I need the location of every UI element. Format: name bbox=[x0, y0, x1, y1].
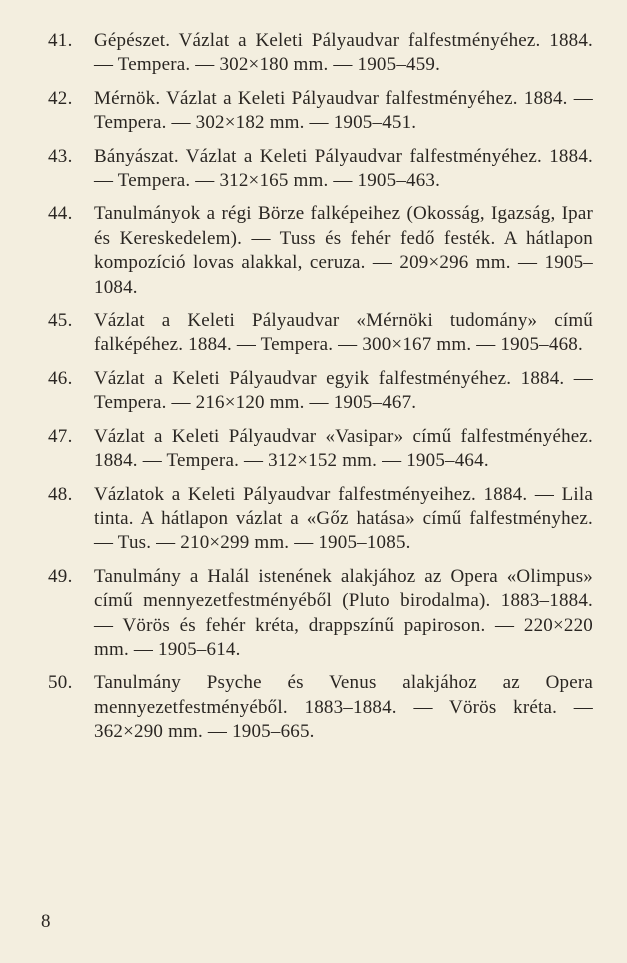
entry-number: 44. bbox=[48, 203, 73, 225]
entry-text: Tanulmány a Halál istenének alakjához az Opera «Olimpus» című mennyezetfestményéből (Pluto birodalma). 1883–1884. — Vörös és fehér kréta, drappszínű papiroson. — 220×220 mm. — 1905–614. bbox=[94, 565, 593, 660]
entry-number: 46. bbox=[48, 367, 73, 389]
entry-text: Tanulmány Psyche és Venus alakjához az Opera mennyezetfestményéből. 1883–1884. — Vörös kréta. — 362×290 mm. — 1905–665. bbox=[94, 672, 593, 743]
entry-text: Gépészet. Vázlat a Keleti Pályaudvar falfestményéhez. 1884. — Tempera. — 302×180 mm. — 1905–459. bbox=[94, 30, 593, 76]
entry-text: Vázlat a Keleti Pályaudvar «Vasipar» című falfestményéhez. 1884. — Tempera. — 312×152 mm. — 1905–464. bbox=[94, 425, 593, 472]
entry-number: 41. bbox=[48, 30, 73, 51]
catalog-entries bbox=[48, 29, 593, 754]
entry-text: Vázlat a Keleti Pályaudvar «Mérnöki tudomány» című falképéhez. 1884. — Tempera. — 300×167 mm. — 1905–468. bbox=[94, 310, 593, 356]
catalog-entry bbox=[48, 309, 593, 358]
catalog-entry bbox=[48, 145, 593, 194]
entry-text: Bányászat. Vázlat a Keleti Pályaudvar falfestményéhez. 1884. — Tempera. — 312×165 mm. — 1905–463. bbox=[94, 145, 593, 192]
entry-text: Tanulmányok a régi Börze falképeihez (Okosság, Igazság, Ipar és Kereskedelem). — Tuss és fehér fedő festék. A hátlapon kompozíció lovas alakkal, ceruza. — 209×296 mm. — 1905–1084. bbox=[94, 203, 593, 298]
catalog-entry bbox=[48, 367, 593, 416]
entry-text: Vázlat a Keleti Pályaudvar egyik falfestményéhez. 1884. — Tempera. — 216×120 mm. — 1905–467. bbox=[94, 367, 593, 414]
entry-number: 48. bbox=[48, 483, 73, 505]
entry-number: 47. bbox=[48, 425, 73, 447]
page-number: 8 bbox=[41, 911, 51, 932]
entry-text: Mérnök. Vázlat a Keleti Pályaudvar falfestményéhez. 1884. — Tempera. — 302×182 mm. — 1905–451. bbox=[94, 87, 593, 134]
entry-number: 43. bbox=[48, 145, 73, 167]
catalog-entry bbox=[48, 29, 593, 78]
catalog-entry bbox=[48, 202, 593, 300]
entry-number: 42. bbox=[48, 87, 73, 109]
entry-number: 49. bbox=[48, 565, 73, 587]
entry-number: 50. bbox=[48, 672, 73, 694]
catalog-entry bbox=[48, 483, 593, 556]
entry-number: 45. bbox=[48, 310, 73, 332]
catalog-entry bbox=[48, 671, 593, 744]
catalog-entry bbox=[48, 565, 593, 663]
entry-text: Vázlatok a Keleti Pályaudvar falfestményeihez. 1884. — Lila tinta. A hátlapon vázlat a «Gőz hatása» című falfestményhez. — Tus. — 210×299 mm. — 1905–1085. bbox=[94, 483, 593, 554]
catalog-entry bbox=[48, 87, 593, 136]
catalog-entry bbox=[48, 425, 593, 474]
